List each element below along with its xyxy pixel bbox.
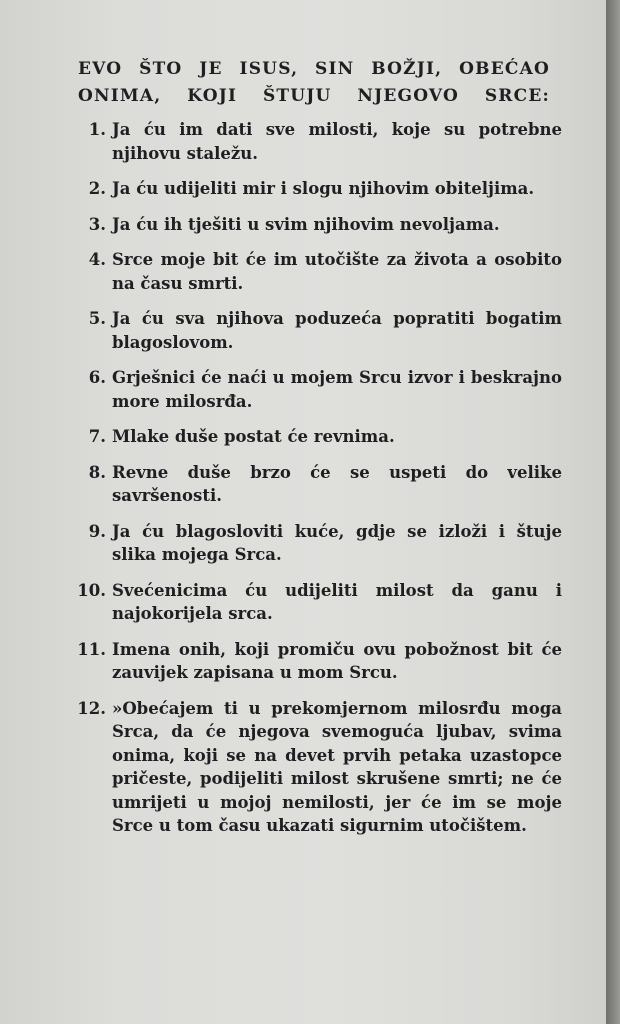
promise-number: 7. xyxy=(88,427,106,446)
promise-text: Srce moje bit će im utočište za života a osobito na času smrti. xyxy=(112,250,562,293)
promise-item-4 xyxy=(72,248,562,295)
promise-number: 1. xyxy=(88,120,106,139)
promise-number: 11. xyxy=(77,639,106,659)
page-heading xyxy=(78,56,550,110)
promise-number: 6. xyxy=(88,368,106,387)
promise-text: Mlake duše postat će revnima. xyxy=(112,427,395,446)
promise-text: Ja ću udijeliti mir i slogu njihovim obiteljima. xyxy=(112,179,535,198)
promise-number: 3. xyxy=(88,214,106,234)
promise-item-11 xyxy=(72,638,562,685)
promise-item-8 xyxy=(72,461,562,508)
page-content xyxy=(72,56,562,850)
promise-text: Ja ću sva njihova poduzeća popratiti bogatim blagoslovom. xyxy=(112,309,562,352)
promise-item-9 xyxy=(72,520,562,567)
promise-item-1 xyxy=(72,118,562,165)
heading-line-1: EVO ŠTO JE ISUS, SIN BOŽJI, OBEĆAO xyxy=(78,59,550,79)
promise-item-12 xyxy=(72,697,562,838)
promise-number: 12. xyxy=(77,698,106,718)
promise-number: 10. xyxy=(77,580,106,600)
promise-text: Ja ću ih tješiti u svim njihovim nevoljama. xyxy=(112,214,500,234)
promise-item-10 xyxy=(72,579,562,626)
promise-number: 4. xyxy=(88,250,106,269)
promise-text: Imena onih, koji promiču ovu pobožnost bit će zauvijek zapisana u mom Srcu. xyxy=(112,639,562,682)
promise-text: Svećenicima ću udijeliti milost da ganu i najokorijela srca. xyxy=(112,580,562,623)
promise-item-3 xyxy=(72,213,562,237)
promise-item-5 xyxy=(72,307,562,354)
promise-text: Ja ću blagosloviti kuće, gdje se izloži i štuje slika mojega Srca. xyxy=(112,521,562,564)
page-edge xyxy=(606,0,620,1024)
promise-text: Ja ću im dati sve milosti, koje su potrebne njihovu staležu. xyxy=(112,120,562,163)
promise-number: 8. xyxy=(88,462,106,482)
promise-text: »Obećajem ti u prekomjernom milosrđu moga Srca, da će njegova svemoguća ljubav, svima onima, koji se na devet prvih petaka uzastopce pričeste, podijeliti milost skrušene smrti; ne će umrijeti u mojoj nemilosti, jer će im se moje Srce u tom času ukazati sigurnim utočištem. xyxy=(112,698,562,835)
promise-text: Grješnici će naći u mojem Srcu izvor i beskrajno more milosrđa. xyxy=(112,368,562,411)
promise-number: 9. xyxy=(88,521,106,541)
promise-number: 2. xyxy=(88,179,106,198)
promise-item-6 xyxy=(72,366,562,413)
promise-text: Revne duše brzo će se uspeti do velike savršenosti. xyxy=(112,462,562,505)
promise-number: 5. xyxy=(88,309,106,328)
heading-line-2: ONIMA, KOJI ŠTUJU NJEGOVO SRCE: xyxy=(78,86,550,106)
promises-list xyxy=(72,118,562,838)
promise-item-7 xyxy=(72,425,562,449)
promise-item-2 xyxy=(72,177,562,201)
